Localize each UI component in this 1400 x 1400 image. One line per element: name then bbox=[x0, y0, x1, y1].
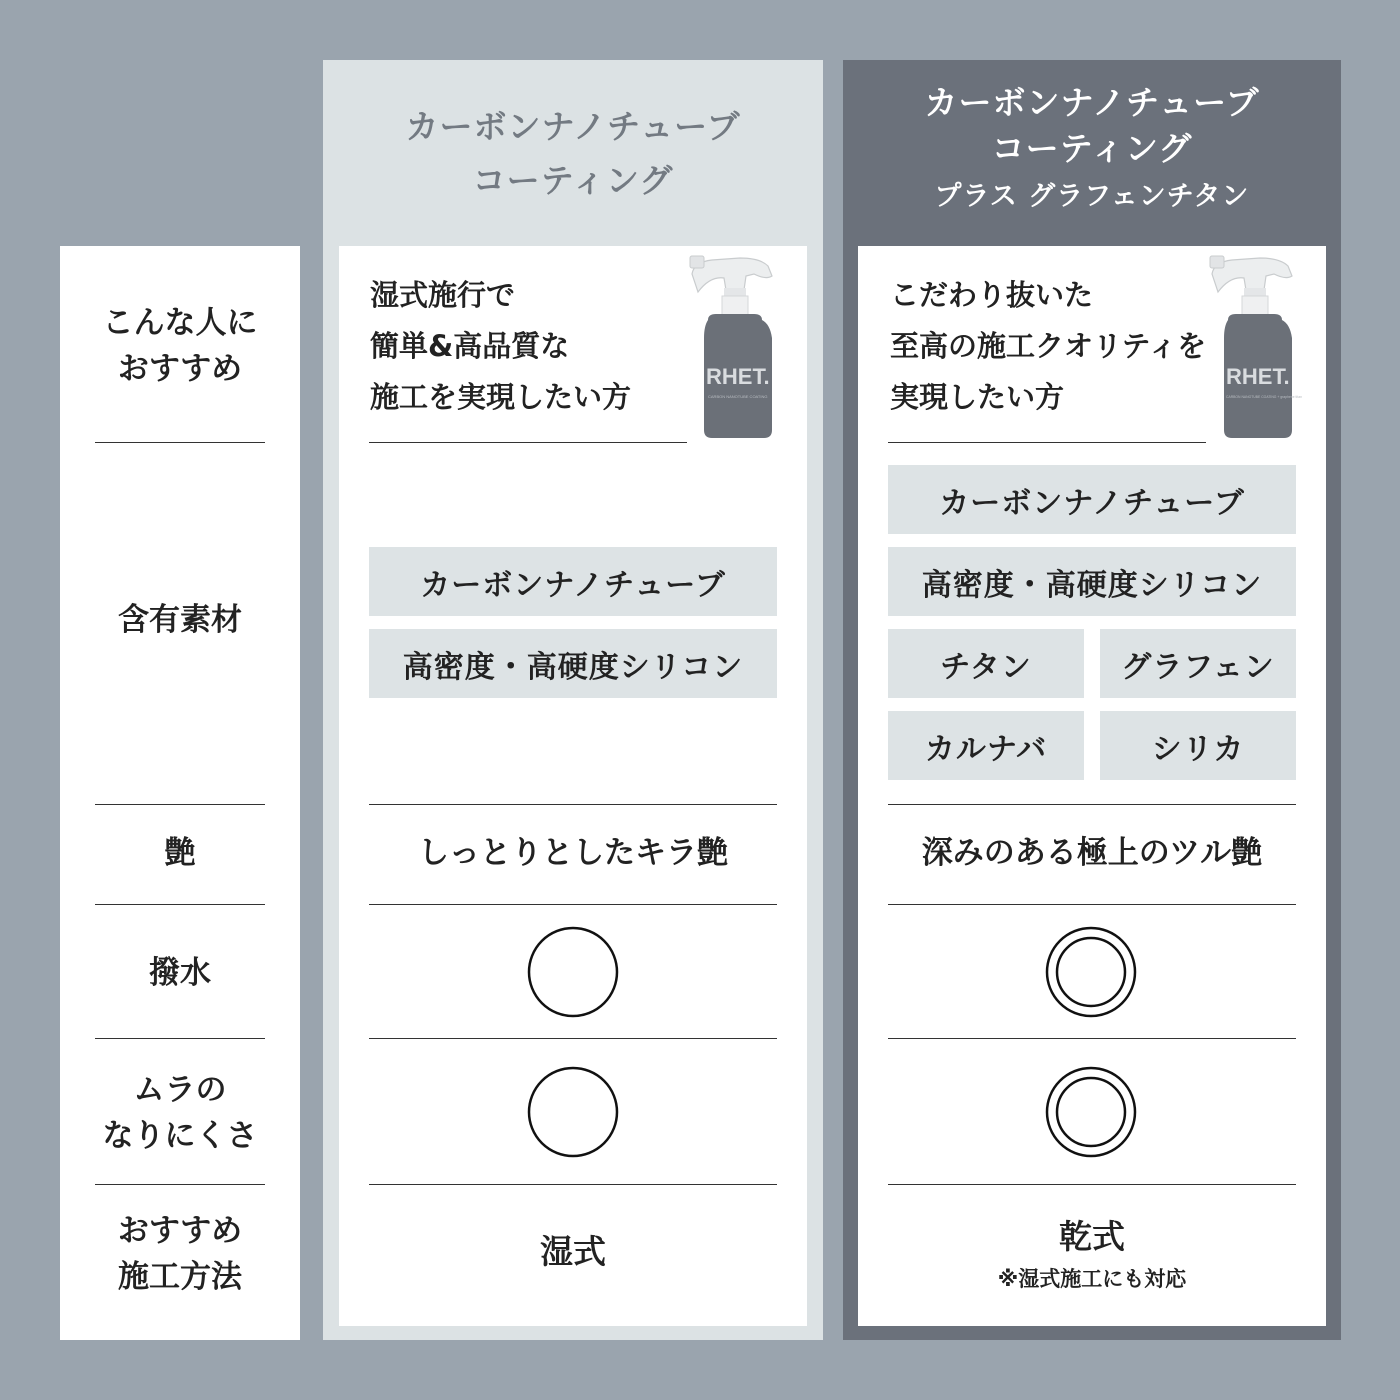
row-label-method-line1: おすすめ bbox=[117, 1213, 243, 1249]
standard-method: 湿式 bbox=[540, 1232, 606, 1271]
row-label-recommend-line2: おすすめ bbox=[117, 351, 243, 387]
plus-divider bbox=[888, 904, 1296, 905]
plus-material-chip: チタン bbox=[888, 629, 1084, 698]
row-label-gloss: 艶 bbox=[164, 835, 196, 871]
row-label-uneven-line2: なりにくさ bbox=[102, 1118, 258, 1154]
bottle-subtitle: CARBON NANOTUBE COATING bbox=[708, 394, 768, 399]
plus-divider bbox=[888, 804, 1296, 805]
plus-gloss: 深みのある極上のツル艶 bbox=[921, 835, 1263, 871]
standard-divider bbox=[369, 1184, 777, 1185]
standard-divider bbox=[369, 1038, 777, 1039]
plus-title-line3: プラス グラフェンチタン bbox=[934, 181, 1250, 212]
standard-recommend-line: 施工を実現したい方 bbox=[370, 380, 632, 414]
plus-material-chip: グラフェン bbox=[1100, 629, 1296, 698]
standard-divider bbox=[369, 442, 687, 443]
label-divider bbox=[95, 904, 265, 905]
bottle-brand: RHET. bbox=[1226, 364, 1290, 389]
bottle-brand: RHET. bbox=[706, 364, 770, 389]
standard-title-line1: カーボンナノチューブ bbox=[405, 107, 741, 146]
plus-method: 乾式 bbox=[1059, 1217, 1125, 1256]
standard-recommend-line: 簡単&高品質な bbox=[370, 329, 570, 363]
plus-uneven-rating-double-circle-icon bbox=[1045, 1066, 1137, 1158]
plus-recommend-line: 実現したい方 bbox=[890, 380, 1065, 414]
row-label-materials: 含有素材 bbox=[118, 602, 242, 638]
standard-bottle-image bbox=[682, 252, 782, 442]
label-divider bbox=[95, 1038, 265, 1039]
standard-gloss: しっとりとしたキラ艶 bbox=[418, 835, 728, 871]
plus-material-chip: 高密度・高硬度シリコン bbox=[888, 547, 1296, 616]
plus-material-chip: カルナバ bbox=[888, 711, 1084, 780]
plus-recommend bbox=[890, 270, 1206, 423]
standard-divider bbox=[369, 904, 777, 905]
standard-material-chip: 高密度・高硬度シリコン bbox=[369, 629, 777, 698]
plus-material-chip: シリカ bbox=[1100, 711, 1296, 780]
label-divider bbox=[95, 442, 265, 443]
plus-recommend-line: こだわり抜いた bbox=[890, 278, 1094, 312]
row-label-method bbox=[60, 1208, 300, 1300]
plus-bottle-image bbox=[1202, 252, 1302, 442]
standard-divider bbox=[369, 804, 777, 805]
plus-divider bbox=[888, 1184, 1296, 1185]
row-label-recommend bbox=[60, 300, 300, 392]
bottle-subtitle: CARBON NANOTUBE COATING + graphene titan bbox=[1226, 395, 1302, 399]
row-label-method-line2: 施工方法 bbox=[118, 1259, 242, 1295]
standard-title-line2: コーティング bbox=[472, 161, 674, 200]
label-divider bbox=[95, 1184, 265, 1185]
plus-material-chip: カーボンナノチューブ bbox=[888, 465, 1296, 534]
standard-column-title bbox=[323, 100, 823, 208]
plus-recommend-line: 至高の施工クオリティを bbox=[890, 329, 1207, 363]
row-label-recommend-line1: こんな人に bbox=[102, 305, 258, 341]
label-divider bbox=[95, 804, 265, 805]
plus-divider bbox=[888, 1038, 1296, 1039]
row-label-column bbox=[60, 246, 300, 1340]
plus-title-line2: コーティング bbox=[991, 129, 1193, 168]
standard-recommend bbox=[370, 270, 631, 423]
standard-material-chip: カーボンナノチューブ bbox=[369, 547, 777, 616]
row-label-water: 撥水 bbox=[149, 955, 211, 991]
plus-divider bbox=[888, 442, 1206, 443]
plus-method-note: ※湿式施工にも対応 bbox=[997, 1267, 1187, 1291]
plus-water-rating-double-circle-icon bbox=[1045, 926, 1137, 1018]
row-label-uneven bbox=[60, 1067, 300, 1159]
standard-water-rating-circle-icon bbox=[527, 926, 619, 1018]
row-label-uneven-line1: ムラの bbox=[133, 1072, 227, 1108]
standard-uneven-rating-circle-icon bbox=[527, 1066, 619, 1158]
plus-title-line1: カーボンナノチューブ bbox=[924, 83, 1260, 122]
plus-column-title bbox=[843, 80, 1341, 222]
standard-recommend-line: 湿式施行で bbox=[370, 278, 516, 312]
